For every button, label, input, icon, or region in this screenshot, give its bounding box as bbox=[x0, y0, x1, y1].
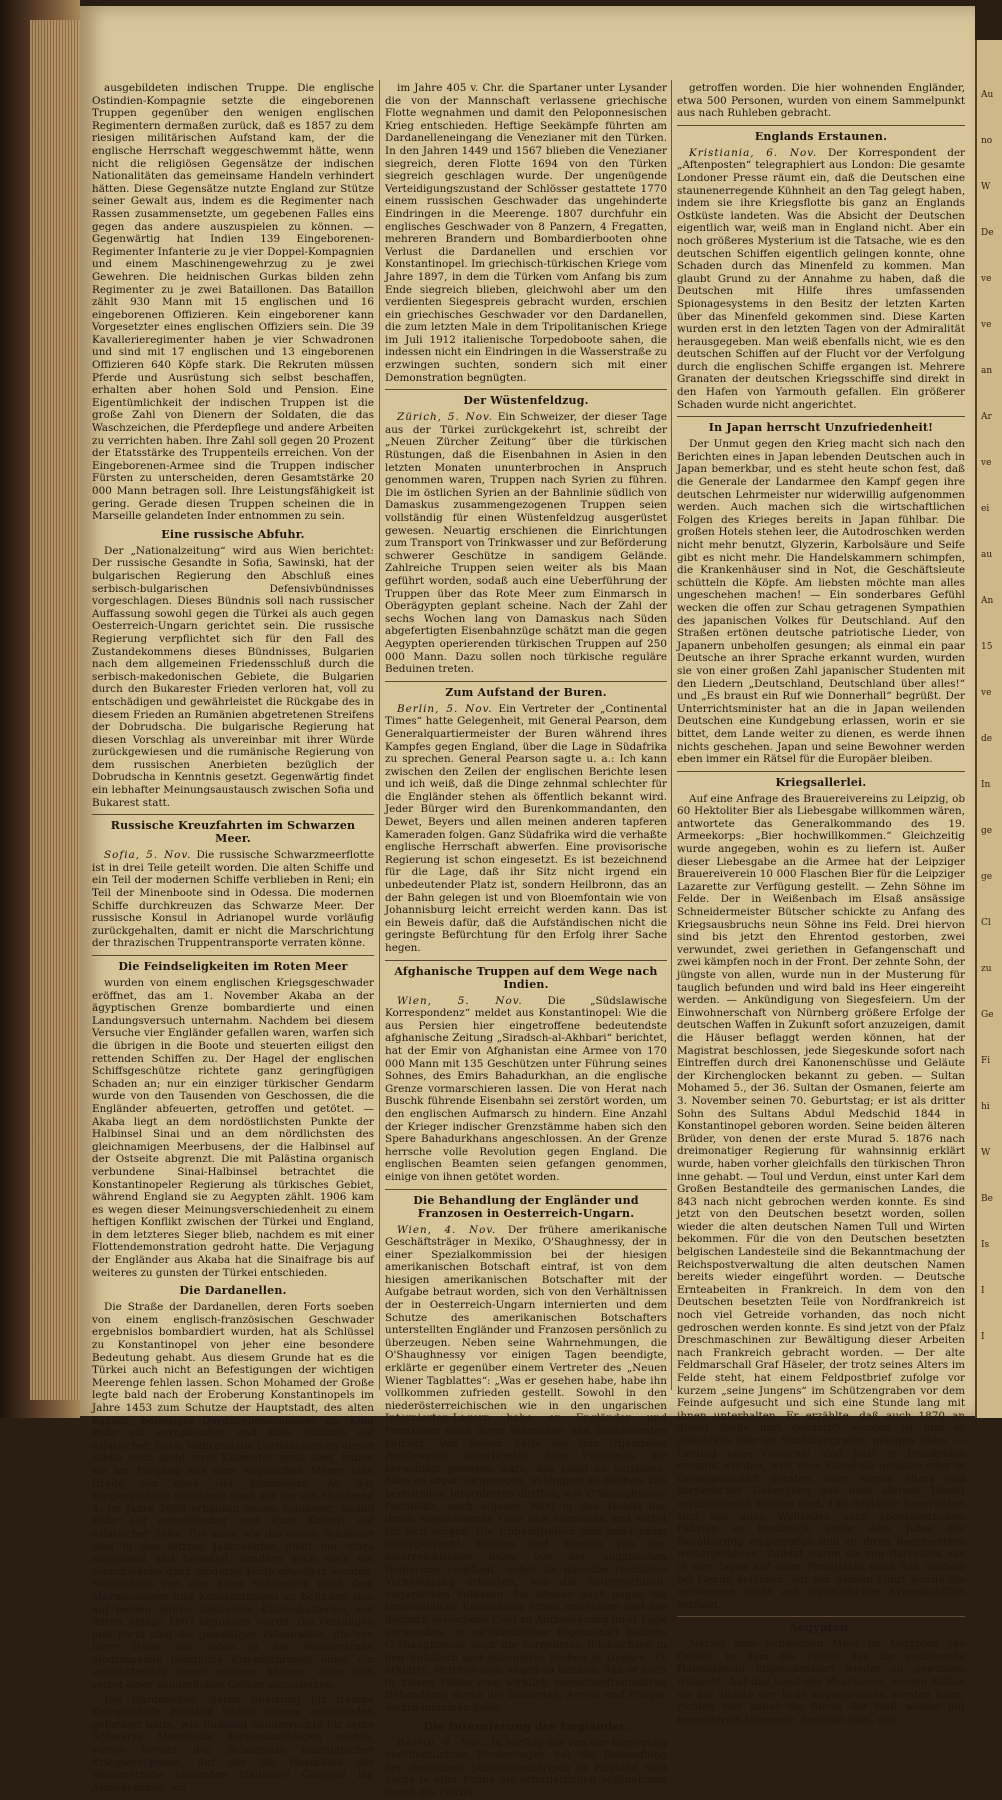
adjacent-page-text-fragment: ve bbox=[981, 458, 992, 468]
article-heading: Kriegsallerlei. bbox=[677, 771, 965, 789]
article-paragraph: ausgebildeten indischen Truppe. Die englische Ostindien-Kompagnie setzte die eingeborenen Truppen gegenüber den wenigen englischen Regimentern dermaßen zurück, daß es 1857 zu dem riesigen militärischen Aufstand kam, der die englische Herrschaft weggeschwemmt hätte, wenn nicht die religiösen Gegensätze der indischen Nationalitäten das gemeinsame Handeln verhindert hätten. Diese Gegensätze nutzte England zur Stütze seiner Gewalt aus, indem es die Regimenter nach Rassen zusammensetzte, um gegebenen Falles eins gegen das andere auszuspielen zu können. — Gegenwärtig hat Indien 139 Eingeborenen-Regimenter Infanterie zu je vier Doppel-Kompagnien und einem Maschinengewehrzug zu je zwei Gewehren. Die heidnischen Gurkas bilden zehn Regimenter zu je zwei Bataillonen. Das Bataillon zählt 930 Mann mit 15 englischen und 16 eingeborenen Offizieren. Kein eingeborener kann Vorgesetzter eines englischen Offiziers sein. Die 39 Kavallerieregimenter haben je vier Schwadronen und sind mit 17 englischen und 13 eingeborenen Offizieren 640 Köpfe stark. Die Rekruten müssen Pferde und Ausrüstung sich selbst beschaffen, erhalten aber hohen Sold und Pension. Eine Eigentümlichkeit der indischen Truppen ist die große Zahl von Dienern der Soldaten, die das Waschzeichen, die Pferdepflege und andere Arbeiten zu verrichten haben. Ihre Zahl soll gegen 20 Prozent der Etatsstärke des Truppenteils erreichen. Von der Eingeborenen-Armee sind die Truppen indischer Fürsten zu unterscheiden, deren Gesamtstärke 20 000 Mann betragen soll. Ihre Leistungsfähigkeit ist gering. Gerade diesen Truppen scheinen die in Marseille gelandeten Inder entnommen zu sein. bbox=[92, 82, 374, 523]
article-paragraph: Sofia, 5. Nov. Die russische Schwarzmeerflotte ist in drei Teile geteilt worden. Die alten Schiffe und ein Teil der modernen Schiffe verblieben in Reni; ein Teil der Minenboote sind in Odessa. Die modernen Schiffe durchkreuzen das Schwarze Meer. Der russische Konsul in Adrianopel wurde vorläufig zurückgehalten, damit er nicht die Marschrichtung der thrazischen Truppentransporte verraten könne. bbox=[92, 849, 374, 950]
article-paragraph: Die Straße der Dardanellen, deren Forts soeben von einem englisch-französischen Geschwader ergebnislos bombardiert wurden, hat als Schlüssel zu Konstantinopel von jeher eine besondere Bedeutung gehabt. Aus diesem Grunde hat es die Türkei auch nicht an Befestigungen der wichtigen Meerenge fehlen lassen. Schon Mohamed der Große legte bald nach der Eroberung Konstantinopels im Jahre 1453 zum Schutze der Hauptstadt, des alten Byzanz, befestigte Dardanellenschlösser an, Kilid Bahr auf europäischer und Kale Sultanie auf asiatischer Seite. Während die Dardanellen an dieser Stelle noch nicht zwei Kilometer breit sind, haben sie am Eingang aus dem Aegäischen Meere eine Breite von etwa vier Kilometern. An der Eingangsstelle errichtete dann auf die von Mohamed 4. im Jahre 1658 erbauten neuen Schlösser, Seddil Bahr auf europäischer und Kum Kalessi auf asiatischer Seite. Die alten wie die neuen Schlösser sind in den letzten Jahrzehnten nicht nur stark ausgebaut und befestigt, sondern auch noch um verschiedene ganz moderne Forts erweitert worden. Nordöstlich von den alten Schlössern nach dem Marmarameer und Konstantinopel zu befinden sich auf beiden Seiten zahlreiche Küstenbatterien, mit deren Anlage 1867 begonnen wurde. Die Festungen und Forts sind die gewaltigen Felsenwälle, die von ihrer Höhe aus jedes in die Wasserstraße eindringende feindliche Kriegsfahrzeug unter ein vernichtendes Feuer nehmen können, ohne sich selbst einer sonderlichen Gefahr auszusetzen. bbox=[92, 1301, 374, 1692]
column-2 bbox=[385, 82, 668, 1800]
article-paragraph: Der „Nationalzeitung“ wird aus Wien berichtet: Der russische Gesandte in Sofia, Sawinski, hat der bulgarischen Regierung den Abschluß eines serbisch-bulgarischen Defensivbündnisses vorgeschlagen. Dieses Bündnis soll nach russischer Auffassung sowohl gegen die Türkei als auch gegen Oesterreich-Ungarn gerichtet sein. Die russische Regierung verpflichtet sich für den Fall des Zustandekommens dieses Bündnisses, Bulgarien nach dem allgemeinen Friedensschluß durch die serbisch-makedonischen Gebiete, die Bulgarien durch den Bukarester Frieden verloren hat, voll zu entschädigen und gewährleistet die Rückgabe des in diesem Frieden an Rumänien abgetretenen Streifens der Dobrudscha. Die bulgarische Regierung hat diesen Vorschlag als unvereinbar mit ihrer Würde zurückgewiesen und die rumänische Regierung von dem russischen Anerbieten bezüglich der Dobrudscha in Kenntnis gesetzt. Gegenwärtig findet ein lebhafter Meinungsaustausch zwischen Sofia und Bukarest statt. bbox=[92, 544, 374, 809]
article-heading: Englands Erstaunen. bbox=[677, 125, 965, 143]
adjacent-page-text-fragment: An bbox=[981, 596, 994, 606]
article-heading: Die Behandlung der Engländer und Franzosen in Oesterreich-Ungarn. bbox=[385, 1189, 667, 1220]
column-1 bbox=[92, 82, 374, 1794]
adjacent-page-text-fragment: I bbox=[981, 1286, 985, 1296]
article-paragraph: wurden von einem englischen Kriegsgeschwader eröffnet, das am 1. November Akaba an der ägyptischen Grenze bombardierte und einen Landungsversuch unternahm. Nachdem bei diesem Versuche vier Engländer gefallen waren, warfen sich die übrigen in die Boote und steuerten eiligst den rettenden Schiffen zu. Der Hagel der englischen Schiffsgeschütze richtete ganz geringfügigen Schaden an; nur ein einziger türkischer Gendarm wurde von den Tausenden von Geschossen, die die Engländer abfeuerten, getroffen und getötet. — Akaba liegt an dem nordöstlichsten Punkte der Halbinsel Sinai und an dem nördlichsten des gleichnamigen Meerbusens, der die Halbinsel auf der Ostseite abgrenzt. Die mit Palästina organisch verbundene Sinai-Halbinsel betrachtet die Konstantinopeler Regierung als türkisches Gebiet, während England sie zu Aegypten zählt. 1906 kam es wegen dieser Meinungsverschiedenheit zu einem heftigen Konflikt zwischen der Türkei und England, in dem letzteres Sieger blieb, nachdem es mit einer Flottendemonstration gedroht hatte. Die Verjagung der Engländer aus Akaba hat die Sinaifrage bis auf weiteres zu gunsten der Türkei entschieden. bbox=[92, 977, 374, 1279]
article-heading: Die Internierung der Engländer. bbox=[423, 1719, 629, 1733]
article-heading: Afghanische Truppen auf dem Wege nach Indien. bbox=[385, 960, 667, 991]
adjacent-page-text-fragment: Au bbox=[981, 90, 994, 100]
adjacent-page-text-fragment: ve bbox=[981, 688, 992, 698]
article-paragraph: getroffen worden. Die hier wohnenden Engländer, etwa 500 Personen, wurden von einem Sammelpunkt aus nach Ruhleben gebracht. bbox=[677, 82, 965, 120]
article-heading: Die Feindseligkeiten im Roten Meer bbox=[92, 955, 374, 973]
adjacent-page-text-fragment: W bbox=[981, 182, 991, 192]
adjacent-page-text-fragment: zu bbox=[981, 964, 992, 974]
adjacent-page-text-fragment: ei bbox=[981, 504, 990, 514]
page-edges bbox=[30, 20, 85, 1400]
article-heading: Russische Kreuzfahrten im Schwarzen Meer. bbox=[92, 814, 374, 845]
column-rule bbox=[379, 80, 380, 1390]
adjacent-page-text-fragment: Ar bbox=[981, 412, 992, 422]
adjacent-page-text-fragment: Is bbox=[981, 1240, 990, 1250]
article-heading: Aegypten. bbox=[677, 1616, 965, 1634]
dateline: Wien, 4. Nov. bbox=[397, 1223, 497, 1236]
article-heading: Die Dardanellen. bbox=[179, 1284, 287, 1298]
adjacent-page-text-fragment: ge bbox=[981, 872, 993, 882]
dateline: Zürich, 5. Nov. bbox=[397, 411, 493, 424]
adjacent-page-text-fragment: 15 bbox=[981, 642, 993, 652]
article-paragraph: Berlin, 6. Nov. In Verfolg der von der Regierung veröffentlichten Forderungen hat die Behandlung der deutschen Staatsangehörigen in England sind heute in aller Frühe die erforderlichen Maßnahmen durch die Polizei bbox=[385, 1736, 668, 1800]
dateline: Kristiania, 6. Nov. bbox=[689, 146, 818, 159]
adjacent-page-text-fragment: an bbox=[981, 366, 993, 376]
article-paragraph: Kristiania, 6. Nov. Der Korrespondent der „Aftenposten“ telegraphiert aus London: Die gesamte Londoner Presse räumt ein, daß die Deutschen eine staunenerregende Kühnheit an den Tag gelegt haben, indem sie ihre Kriegsflotte bis ganz an Englands Ostküste landeten. Was die Absicht der Deutschen eigentlich war, weiß man in England nicht. Aber ein noch größeres Mysterium ist die Tatsache, wie es den deutschen Schiffen eigentlich gelingen konnte, ohne Schaden durch das Minenfeld zu kommen. Man glaubt Grund zu der Annahme zu haben, daß die Deutschen mit Hilfe ihres umfassenden Spionagesystems in den Besitz der letzten Karten über das Minenfeld gekommen sind. Diese Karten wurden erst in den letzten Tagen von der Admiralität herausgegeben. Man weiß ebenfalls nicht, wie es den deutschen Schiffen auf der Flucht vor der Verfolgung durch die englischen Schiffe ergangen ist. Mehrere Granaten der deutschen Kriegsschiffe sind direkt in den Hafen von Yarmouth gefallen. Ein größerer Schaden wurde nicht angerichtet. bbox=[677, 146, 965, 411]
adjacent-page-text-fragment: ve bbox=[981, 320, 992, 330]
article-heading: Zum Aufstand der Buren. bbox=[385, 681, 667, 699]
adjacent-page-text-fragment: Fi bbox=[981, 1056, 991, 1066]
article-heading: In Japan herrscht Unzufriedenheit! bbox=[677, 416, 965, 434]
article-paragraph: Auf eine Anfrage des Brauereivereins zu Leipzig, ob 60 Hektoliter Bier als Liebesgabe willkommen wären, antwortete das Generalkommando des 19. Armeekorps: „Bier hochwillkommen.“ Gleichzeitig wurde angegeben, wohin es zu liefern ist. Außer dieser Liebesgabe an die Armee hat der Leipziger Brauereiverein 10 000 Flaschen Bier für die Leipziger Lazarette zur Verfügung gestellt. — Zehn Söhne im Felde. Der in Weißenbach im Elsaß ansässige Schneidermeister Bütscher schickte zu Anfang des Kriegsausbruchs neun Söhne ins Feld. Drei hiervon sind bis jetzt den Ehrentod gestorben, zwei verwundet, zwei geriethen in Gefangenschaft und zwei kämpfen noch in der Front. Der zehnte Sohn, der jüngste von allen, wurde nun in der Musterung für tauglich befunden und wird bald ins Heer eingereiht werden. — Ankündigung von Siegesfeiern. Um der Einwohnerschaft von Nürnberg größere Erfolge der deutschen Waffen in Zukunft sofort anzuzeigen, damit die Häuser beflaggt werden können, hat der Magistrat beschlossen, jede Siegeskunde sofort nach Eintreffen durch drei Kanonenschüsse und Geläute der Kirchenglocken bekannt zu geben. — Sultan Mohamed 5., der 36. Sultan der Osmanen, feierte am 3. November seinen 70. Geburtstag; er ist als dritter Sohn des Sultans Abdul Medschid 1844 in Konstantinopel geboren worden. Seine beiden älteren Brüder, von denen der erste Murad 5. 1876 nach dreimonatiger Regierung für wahnsinnig erklärt wurde, haben vorher gleichfalls den türkischen Thron inne gehabt. — Toul und Verdun, einst unter Karl dem Großen Bestandteile des germanischen Landes, die 843 nach nicht gebrochen werden konnte. Es sind jetzt von den Deutschen besetzt worden, sollen wieder die alten deutschen Namen Tull und Wirten bekommen. Für die von den Deutschen besetzten belgischen Landesteile sind die Bekanntmachung der Reichspostverwaltung die alten deutschen Namen bereits wieder eingeführt worden. — Deutsche Ernteabeiten in Frankreich. In dem von den Deutschen besetzten Teile von Nordfrankreich ist noch viel Getreide vorhanden, das noch nicht gedroschen werden konnte. Es sind jetzt von der Pfalz Dreschmaschinen zur Bewältigung dieser Arbeiten nach Frankreich gebracht worden. — Der alte Feldmarschall Graf Häseler, der trotz seines Alters im Felde steht, hat einem Feldpostbrief zufolge vor kurzem „seine Jungens“ im Schützengraben vor dem Feinde aufgesucht und sich eine Stunde lang mit ihnen unterhalten. Er erzählte, daß auch 1870 an dieser Stelle hart gekämpft worden ist und er gleichfalls hier im Schützengraben gelegen habe. — Dreißig neue Generale sind jetzt in Frankreich ernannt worden, weil viele Generale gefallen oder in Gefangenschaft geraten, oder wegen Alters und körperlicher Gebrechen aus dem aktiven Dienst verabschiedet worden sind. 150 deutsche Reservisten sind aus allen Weltteilen nach abenteuerlichen Fahrten in Innsbruck unter dem Jubel der Bevölkerung eingetroffen und zu ihren Regimentern weitergefahren. Zuletzt waren sie von Barzelona aus in vier Tagen auf einer Privatjacht nach San Stefano bei Genua gefahren, auf der ganzen Fahrt wurde die verwegene Yacht von französischen Kriegsschiffen verfolgt. bbox=[677, 792, 965, 1611]
adjacent-page-text-fragment: W bbox=[981, 1148, 991, 1158]
adjacent-page-text-fragment: I bbox=[981, 1332, 985, 1342]
dateline: Sofia, 5. Nov. bbox=[104, 849, 192, 862]
dateline: Berlin, 5. Nov. bbox=[397, 702, 493, 715]
article-heading: Der Wüstenfeldzug. bbox=[385, 389, 667, 407]
column-3 bbox=[677, 82, 965, 1726]
adjacent-page-text-fragment: no bbox=[981, 136, 993, 146]
article-heading: Eine russische Abfuhr. bbox=[161, 527, 305, 541]
column-rule bbox=[671, 80, 672, 1390]
adjacent-page-text-fragment: ve bbox=[981, 274, 992, 284]
article-paragraph: im Jahre 405 v. Chr. die Spartaner unter Lysander die von der Mannschaft verlassene griechische Flotte wegnahmen und damit den Peloponnesischen Krieg entschieden. Heftige Seekämpfe führten am Dardanelleneingang die Venezianer mit den Türken. In den Jahren 1449 und 1567 blieben die Venezianer siegreich, deren Flotte 1694 von den Türken siegreich geschlagen wurde. Der ungenügende Verteidigungszustand der Schlösser gestattete 1770 einem russischen Geschwader das ungehinderte Eindringen in die Meerenge. 1807 durchfuhr ein englisches Geschwader von 8 Panzern, 4 Fregatten, mehreren Brandern und Bombardierbooten ohne Verlust die Dardanellen und erschien vor Konstantinopel. Im griechisch-türkischen Kriege vom Jahre 1897, in dem die Türken vom Anfang bis zum Ende siegreich blieben, gleichwohl aber um den verdienten Siegespreis gebracht wurden, erschien ein griechisches Geschwader vor den Dardanellen, die zum letzten Male in dem Tripolitanischen Kriege im Juli 1912 italienische Torpedoboote sahen, die indessen nicht ein Eindringen in die Wasserstraße zu erzwingen suchten, sondern sich mit einer Demonstration begnügten. bbox=[385, 82, 667, 384]
adjacent-page-text-fragment: Ge bbox=[981, 1010, 994, 1020]
article-paragraph: Wien, 4. Nov. Der frühere amerikanische Geschäftsträger in Mexiko, O'Shaughnessy, der in einer Spezialkommission bei der hiesigen amerikanischen Botschaft eintraf, ist von dem hiesigen amerikanischen Botschafter mit der Aufgabe betraut worden, sich von den Verhältnissen der in Oesterreich-Ungarn internierten und dem Schutze des amerikanischen Botschafters unterstellten Engländer und Franzosen persönlich zu überzeugen. Neben seine Wahrnehmungen, die O'Shaughnessy vor einigen Tagen beendigte, erklärte er gegenüber einem Vertreter des „Neuen Wiener Tagblattes“: „Was er gesehen habe, habe ihn vollkommen zufrieden gestellt. Sowohl in den niederösterreichischen wie in den ungarischen Internierten-Lagern habe er Engländer und Franzosen nach ihren Wünschen und Beschwerden befragt. Von keiner Seite sei ihm irgendeine Beschwerde unterbreitet. Eine Franzosin, die berechtigt gewesen wäre, das Land zu verlassen, habe es sogar vorgezogen, in Ungarn zu bleiben. Die bemittelten Internierten dürften, wie O'Shaughnessy feststellte, nach eigener Wahl in den Hotels der ihnen zugewiesenen Orte sich einmieten und selbst für sich sorgen. Die Unbemittelten sind gemeinsam untergebracht worden und werden von der österreichischen bezw. von der ungarischen Regierung verpflegt, wobei sie dieselbe reichliche Verköstigung erhielten, wie die österreichisch-ungarischen Soldaten. Sie können auch gegen die landesübliche Entlohnung Arbeit annehmen und das dadurch erworbene Geld zu Aufbesserung ihrer Lage verwenden. In nichtamtlicher Eigenschaft betonte O'Shaughnessy auch die vornehmen Rücksichten in den Spitälern und internierte Serben in Ungarn. Er erklärte, er freue sich, sagen zu können, daß er auch in diesen Fällen eine wirklich menschenfreundliche Behandlung durch die Behörden, Aerzte und Pfleger wahrgenommen habe. bbox=[385, 1223, 667, 1715]
dateline: Wien, 5. Nov. bbox=[397, 994, 523, 1007]
adjacent-page-text-fragment: Cl bbox=[981, 918, 991, 928]
adjacent-page-text-fragment: De bbox=[981, 228, 994, 238]
adjacent-page-edge bbox=[975, 40, 1002, 1418]
adjacent-page-text-fragment: au bbox=[981, 550, 993, 560]
adjacent-page-text-fragment: hi bbox=[981, 1102, 990, 1112]
adjacent-page-text-fragment: de bbox=[981, 734, 993, 744]
article-paragraph: Nächst dem Schwarzen Meer ist Aegypten das Gebiet, in dem die Türkei das ihr zustehende Hoheitsrecht ungeschmälert wieder zu gewinnen wünscht. Auf das Land der Pharaonen, dessen Kultur als die älteste der Erde angesprochen werden kann, richten sich daher die Blicke der Welt wieder mit besonderem Interesse. Bedenkt man, daß bbox=[677, 1638, 965, 1726]
adjacent-page-text-fragment: In bbox=[981, 780, 991, 790]
article-paragraph: Berlin, 5. Nov. Ein Vertreter der „Continental Times“ hatte Gelegenheit, mit General Pearson, dem Generalquartiermeister der Buren während ihres Kampfes gegen England, über die Lage in Südafrika zu sprechen. General Pearson sagte u. a.: Ich kann zwischen den Zeilen der englischen Berichte lesen und ich weiß, daß die Dinge zehnmal schlechter für die Engländer stehen als öffentlich bekannt wird. Jeder Bürger wird den Burenkommandanten, den Dewet, Beyers und allen meinen anderen tapferen Kameraden folgen. Ganz Südafrika wird die verhaßte englische Herrschaft abwerfen. Eine provisorische Regierung ist schon eingesetzt. Es ist bezeichnend für die Lage, daß ihr Sitz nicht irgend ein unbedeutender Platz ist, sondern Heilbronn, das an der Bahn gelegen ist und von Bloemfontain wie von Johannisburg leicht erreicht werden kann. Das ist ein Beweis dafür, daß die Aufständischen nicht die geringste Befürchtung für den Erfolg ihrer Sache hegen. bbox=[385, 702, 667, 954]
article-paragraph: Zürich, 5. Nov. Ein Schweizer, der dieser Tage aus der Türkei zurückgekehrt ist, schreibt der „Neuen Zürcher Zeitung“ über die türkischen Rüstungen, daß die Eisenbahnen in Asien in den letzten Monaten ununterbrochen in Anspruch genommen waren, Truppen nach Syrien zu führen. Die im östlichen Syrien an der Bahnlinie südlich von Damaskus zusammengezogenen Truppen seien vollständig für einen Wüstenfeldzug ausgerüstet gewesen. Neuartig erschienen die Einrichtungen zum Transport von Trinkwasser und zur Beförderung schwerer Geschütze in sandigem Gelände. Zahlreiche Truppen seien weiter als bis Maan geführt worden, sodaß auch eine Ueberführung der Truppen über das Rote Meer zum Einmarsch in Oberägypten geplant scheine. Nach der Zahl der sechs Wochen lang von Damaskus nach Süden abgefertigten Eisenbahnzüge schätzt man die gegen Aegypten operierenden türkischen Truppen auf 250 000 Mann. Dazu sollen noch türkische reguläre Beduinen treten. bbox=[385, 411, 667, 676]
adjacent-page-text-fragment: ge bbox=[981, 826, 993, 836]
article-paragraph: Die Dardanellen, deren Sperrung für fremde Kriegsschiffe England bisher ebenso entschieden gefordert hatte, wie Rußland Sonderrechte für seine Schwarze Meerflotte herauszuschlagen suchte, waren bereits der Schauplatz mannigfacher Kriegsereignisse. Auf der die Westküste der Wasserstraße bildenden Halbinsel Gallipoli lag Aigospotamio, wo bbox=[92, 1693, 374, 1794]
article-paragraph: Wien, 5. Nov. Die „Südslawische Korrespondenz“ meldet aus Konstantinopel: Wie die aus Persien hier eingetroffene bedeutendste afghanische Zeitung „Siradsch-al-Akhbari“ berichtet, hat der Emir von Afghanistan eine Armee von 170 000 Mann mit 135 Geschützen unter Führung seines Sohnes, des Emirs Bahadurkhan, an die englische Grenze vormarschieren lassen. Die von Herat nach Buschk führende Eisenbahn sei zerstört worden, um den englischen Aufmarsch zu hindern. Eine Anzahl der Krieger indischer Grenzstämme haben sich den Spere Bahadurkhans angeschlossen. An der Grenze herrsche volle Revolution gegen England. Die englischen Beamten seien gefangen genommen, einige von ihnen getötet worden. bbox=[385, 994, 667, 1183]
adjacent-page-text-fragment: Be bbox=[981, 1194, 993, 1204]
dateline: Berlin, 6. Nov. bbox=[397, 1736, 488, 1749]
article-paragraph: Der Unmut gegen den Krieg macht sich nach den Berichten eines in Japan lebenden Deutschen auch in Japan bemerkbar, und es steht heute schon fest, daß die Generale der Landarmee den Kampf gegen ihre deutschen Lehrmeister nur widerwillig aufgenommen werden. Auch machen sich die wirtschaftlichen Folgen des Krieges bereits in Japan fühlbar. Die großen Hotels stehen leer, die Autodroschken werden nicht mehr benutzt, Glyzerin, Karbolsäure und Seife gibt es nicht mehr. Die Handelskammern schimpfen, die Krankenhäuser sind in Not, die Geschäftsleute schütteln die Köpfe. Am liebsten möchte man alles ungeschehen machen! — Ein sonderbares Gefühl wecken die offen zur Schau getragenen Sympathien des japanischen Volkes für Deutschland. Auf den Straßen ertönen deutsche patriotische Lieder, von Japanern unbeholfen gesungen; als einmal ein paar Deutsche an ihrer Sprache erkannt wurden, wurden sie von einer großen Zahl japanischer Studenten mit den Liedern „Deutschland, Deutschland über alles!“ und „Es braust ein Ruf wie Donnerhall“ begrüßt. Der Unterrichtsminister hat an die in Japan weilenden Deutschen eine Kundgebung erlassen, worin er sie bittet, dem Lande weiter zu dienen, es werde ihnen nichts geschehen. Japan und seine Bewohner werden eben immer ein Rätsel für die Europäer bleiben. bbox=[677, 438, 965, 766]
